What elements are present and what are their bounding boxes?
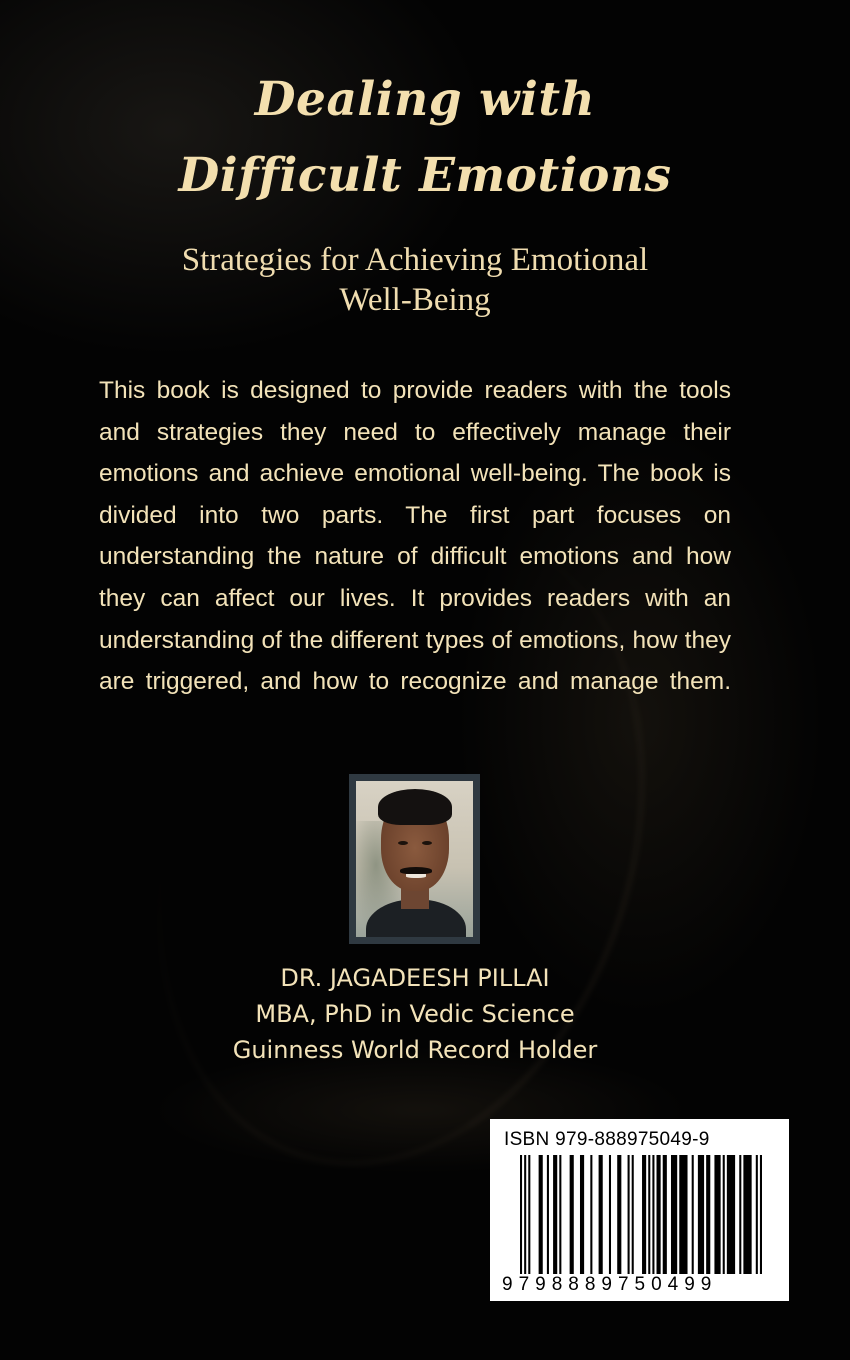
book-subtitle [0,240,830,320]
barcode-bar [520,1155,522,1283]
barcode-bar [599,1155,603,1283]
barcode-bars [520,1155,762,1283]
barcode-bar [642,1155,646,1283]
author-name: DR. JAGADEESH PILLAI [280,964,550,992]
barcode-bar [663,1155,667,1283]
barcode-bar [632,1155,634,1283]
barcode-digits: 9798889750499 [502,1274,774,1296]
barcode-bar [628,1155,630,1283]
barcode-bar [553,1155,557,1283]
barcode-bar [723,1155,725,1283]
barcode-bar [617,1155,621,1283]
title-line-2: Difficult Emotions [178,148,672,203]
barcode-bar [698,1155,704,1283]
book-description: This book is designed to provide readers with the tools and strategies they need to effectively manage their emotions and achieve emotional well-being. The book is divided into two parts. The first part focuses on understanding the nature of difficult emotions and how they can affect our lives. It provides readers with an understanding of the different types of emotions, how they are triggered, and how to recognize and manage them. [99,377,731,696]
barcode-bar [657,1155,661,1283]
subtitle-line-2: Well-Being [339,282,491,318]
barcode-bar [524,1155,526,1283]
barcode-bar [692,1155,694,1283]
barcode-bar [559,1155,561,1283]
photo-left-eye [398,841,408,845]
subtitle-line-1: Strategies for Achieving Emotional [181,242,649,278]
author-photo-frame [349,774,480,944]
barcode-bar [590,1155,592,1283]
photo-hair [378,789,452,825]
photo-smile [406,874,426,878]
photo-mustache [400,867,432,874]
barcode-bar [706,1155,710,1283]
barcode-bar [580,1155,584,1283]
author-info [0,960,830,1068]
isbn-label: ISBN 979-888975049-9 [504,1129,710,1150]
barcode-bar [528,1155,530,1283]
author-distinction: Guinness World Record Holder [232,1036,598,1064]
barcode-bar [609,1155,611,1283]
barcode-bar [547,1155,549,1283]
barcode-bar [648,1155,650,1283]
barcode-bar [756,1155,758,1283]
isbn-barcode-box [490,1119,789,1301]
barcode-bar [727,1155,735,1283]
barcode-bar [679,1155,687,1283]
barcode-bar [739,1155,741,1283]
author-credentials: MBA, PhD in Vedic Science [255,1000,575,1028]
barcode-bar [671,1155,677,1283]
barcode-bar [570,1155,574,1283]
barcode-bar [539,1155,543,1283]
barcode-bar [652,1155,654,1283]
title-line-1: Dealing with [254,72,596,127]
author-photo [356,781,473,937]
barcode-bar [760,1155,762,1283]
book-title [0,62,850,214]
barcode-bar [714,1155,720,1283]
photo-right-eye [422,841,432,845]
barcode-bar [743,1155,751,1283]
